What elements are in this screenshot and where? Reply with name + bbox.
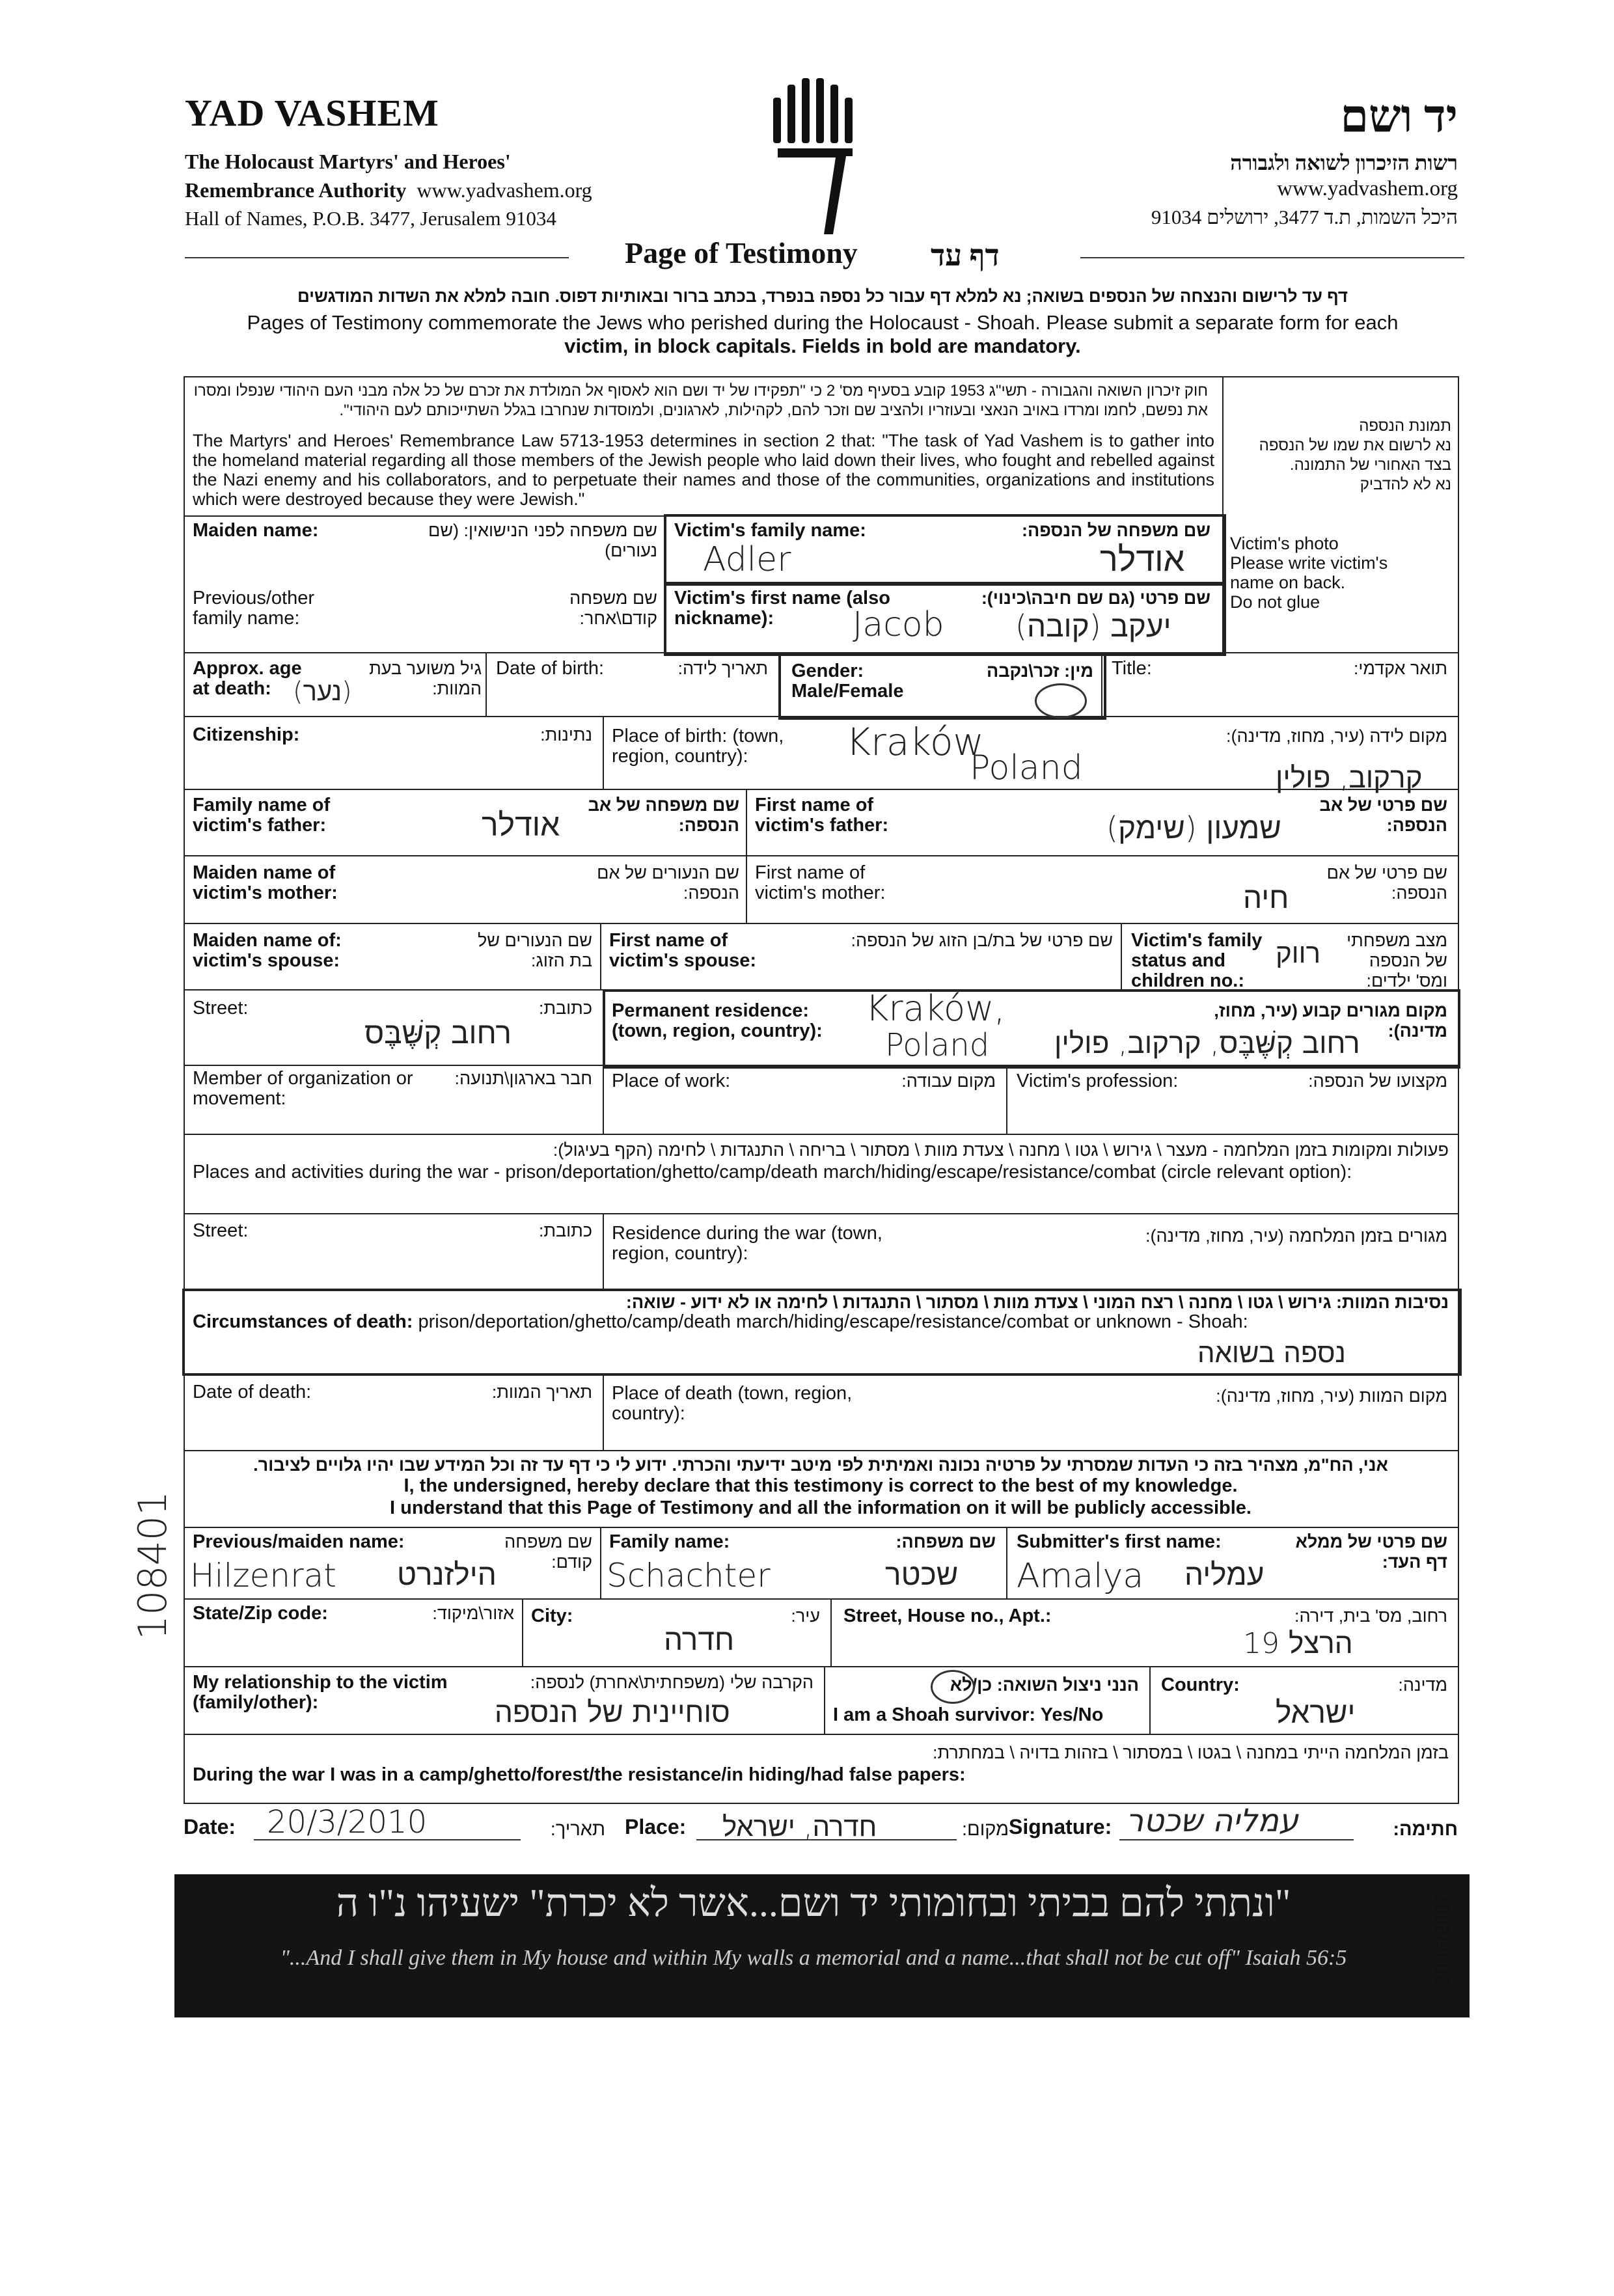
submitter-family-name-label-he: שם משפחה: <box>896 1532 996 1551</box>
declaration-he: אני, הח"מ, מצהיר בזה כי העדות שמסרתי על פרטיה נכונה ואמיתית לפי מיטב ידיעתי והכרתי. ידוע לי כי דף עד זה וכל המידע שבו יהיו גלויים לציבור. <box>253 1455 1388 1475</box>
col-line <box>1121 923 1122 989</box>
col-line <box>830 1598 832 1666</box>
city-label-he: עיר: <box>791 1606 820 1626</box>
family-name-value[interactable]: Adler <box>703 540 791 579</box>
city-label: City: <box>531 1606 573 1626</box>
permanent-residence-value[interactable]: Kraków, <box>866 988 1005 1029</box>
date-of-death-label-he: תאריך המוות: <box>491 1382 592 1402</box>
street-address-label: Street, House no., Apt.: <box>843 1606 1052 1626</box>
col-line <box>824 1666 825 1734</box>
previous-family-name-label: Previous/other family name: <box>193 588 314 629</box>
spouse-first-name-label-he: שם פרטי של בת/בן הזוג של הנספה: <box>851 931 1113 950</box>
signature-label-he: חתימה: <box>1393 1819 1458 1840</box>
row-line <box>184 1134 1458 1135</box>
street-label: Street: <box>193 998 249 1018</box>
war-status-label: During the war I was in a camp/ghetto/forest/the resistance/in hiding/had false papers: <box>193 1764 966 1785</box>
war-places-label: Places and activities during the war - prison/deportation/ghetto/camp/death march/hiding/escape/resistance/combat (circle relevant option): <box>193 1162 1352 1182</box>
row-line <box>184 1598 1458 1600</box>
war-street-label: Street: <box>193 1220 249 1241</box>
family-name-label-text: Victim's family name: <box>674 520 866 541</box>
row-line <box>184 923 1458 924</box>
org-name-en: YAD VASHEM <box>185 92 439 134</box>
place-of-work-label-he: מקום עבודה: <box>901 1071 996 1091</box>
father-family-name-label-he: שם משפחה של אב הנספה: <box>588 795 739 835</box>
title-rule-left <box>185 257 569 258</box>
survivor-no-circle[interactable] <box>931 1670 975 1704</box>
survivor-label: I am a Shoah survivor: Yes/No <box>833 1704 1104 1725</box>
citizenship-label-he: נתינות: <box>540 725 592 745</box>
permanent-residence-value-he[interactable]: רחוב קְשֶּׁבֶּס, קרקוב, פולין <box>1054 1027 1360 1060</box>
zip-label-he: אזור\מיקוד: <box>432 1604 514 1623</box>
father-first-name-value[interactable]: שמעון (שימק) <box>1106 810 1281 845</box>
row-line <box>184 1450 1458 1451</box>
row-line <box>184 789 1458 790</box>
maiden-name-label-he: שם משפחה לפני הנישואין: (שם נעורים) <box>428 521 657 560</box>
circumstances-label-bold: Circumstances of death: <box>193 1311 413 1332</box>
permanent-residence-country[interactable]: Poland <box>885 1027 990 1063</box>
family-status-label-he: מצב משפחתי של הנספה ומס' ילדים: <box>1347 931 1447 991</box>
first-name-value[interactable]: Jacob <box>853 605 944 644</box>
spouse-maiden-name-label: Maiden name of: victim's spouse: <box>193 930 342 971</box>
row-line <box>184 1666 1458 1667</box>
form-code: 2006/2007 <box>1432 1893 1453 1985</box>
spouse-first-name-label: First name of victim's spouse: <box>609 930 757 971</box>
date-label: Date: <box>184 1815 236 1838</box>
circumstances-value[interactable]: נספה בשואה <box>1197 1337 1346 1369</box>
declaration-en-2: I understand that this Page of Testimony and all the information on it will be publicly accessible. <box>389 1497 1252 1518</box>
place-of-birth-value[interactable]: Kraków <box>846 720 984 764</box>
previous-family-name-label-he: שם משפחה קודם\אחר: <box>569 588 657 628</box>
family-status-value[interactable]: רווק <box>1276 937 1321 969</box>
submitter-first-name-value-he[interactable]: עמליה <box>1184 1557 1265 1592</box>
war-street-label-he: כתובת: <box>538 1221 592 1240</box>
law-text-en: The Martyrs' and Heroes' Remembrance Law 5713-1953 determines in section 2 that: "The task of Yad Vashem is to gather into the homeland material regarding all those members of the Jewish people who laid down their lives, who fought and rebelled against the Nazi enemy and his collaborators, and to perpetuate their names and those of the communities, organizations and institutions which were destroyed because they were Jewish." <box>193 431 1214 509</box>
org-address-en: Hall of Names, P.O.B. 3477, Jerusalem 91034 <box>185 207 556 230</box>
permanent-residence-label-he: מקום מגורים קבוע (עיר, מחוז, מדינה): <box>1214 1001 1447 1041</box>
first-name-value-he[interactable]: יעקב (קובה) <box>1015 608 1171 644</box>
submitter-prev-name-value[interactable]: Hilzenrat <box>190 1557 336 1594</box>
signature-underline <box>1119 1839 1354 1840</box>
citizenship-label: Citizenship: <box>193 724 300 745</box>
mother-maiden-name-label: Maiden name of victim's mother: <box>193 862 338 903</box>
page-title-he: דף עד <box>931 239 1000 272</box>
age-label: Approx. age at death: <box>193 658 302 699</box>
spouse-maiden-name-label-he: שם הנעורים של בת הזוג: <box>477 931 592 970</box>
age-value[interactable]: (נער) <box>293 677 352 707</box>
col-line <box>1149 1666 1151 1734</box>
relationship-value[interactable]: סוחיינית של הנספה <box>495 1696 730 1729</box>
quote-text-en: "...And I shall give them in My house and within My walls a memorial and a name...that shall not be cut off" Isaiah 56:5 <box>280 1946 1347 1970</box>
profession-label-he: מקצועו של הנספה: <box>1308 1071 1447 1091</box>
country-label-he: מדינה: <box>1398 1675 1447 1695</box>
law-text-he: חוק זיכרון השואה והגבורה - תשי"ג 1953 קובע בסעיף מס' 2 כי "תפקידו של יד ושם הוא לאסוף אל המולדת את זכרם של כל אלה מבני העם היהודי שנפלו ומסרו את נפשם, לחמו ומרדו באויב הנאצי ובעוזריו ולהציב שם וזכר להם, לקהילות, לארגונים, ולמוסדות שנחרבו בגלל השתייכותם לעם היהודי". <box>193 382 1208 419</box>
col-line <box>603 1065 604 1134</box>
col-line <box>600 1527 601 1598</box>
row-line <box>184 1527 1458 1528</box>
father-family-name-label: Family name of victim's father: <box>193 795 331 836</box>
place-of-birth-value-he[interactable]: קרקוב, פולין <box>1276 761 1423 795</box>
survivor-label-he: הנני ניצול השואה: כן/לא <box>950 1675 1139 1695</box>
row-line <box>184 855 1458 856</box>
mother-first-name-label: First name of victim's mother: <box>755 862 886 903</box>
org-subtitle-he: רשות הזיכרון לשואה ולגבורה <box>1230 151 1458 174</box>
col-line <box>1006 1527 1007 1598</box>
submitter-family-name-label: Family name: <box>609 1531 730 1552</box>
org-url-en: www.yadvashem.org <box>417 178 592 202</box>
col-line <box>1006 1065 1007 1134</box>
place-of-birth-country[interactable]: Poland <box>970 748 1083 787</box>
place-of-birth-label-he: מקום לידה (עיר, מחוז, מדינה): <box>1226 726 1447 746</box>
country-label: Country: <box>1161 1674 1240 1695</box>
row-line <box>184 1734 1458 1735</box>
gender-label-he: מין: זכר\נקבה <box>987 661 1093 681</box>
org-subtitle-en: The Holocaust Martyrs' and Heroes' <box>185 150 511 173</box>
date-value[interactable]: 20/3/2010 <box>267 1804 428 1840</box>
mother-maiden-name-label-he: שם הנעורים של אם הנספה: <box>597 863 739 903</box>
place-of-death-label-he: מקום המוות (עיר, מחוז, מדינה): <box>1216 1386 1447 1406</box>
org-name-he: יד ושם <box>1340 92 1458 142</box>
father-family-name-value[interactable]: אודלר <box>482 807 560 843</box>
photo-note-en: Victim's photo Please write victim's name on back. Do not glue <box>1230 534 1388 612</box>
father-first-name-label-he: שם פרטי של אב הנספה: <box>1319 795 1447 835</box>
country-value[interactable]: ישראל <box>1276 1695 1356 1730</box>
dob-label: Date of birth: <box>496 658 605 679</box>
col-line <box>600 923 601 989</box>
zip-label: State/Zip code: <box>193 1603 328 1624</box>
intro-text-he: דף עד לרישום והנצחה של הנספים בשואה; נא למלא דף עבור כל נספה בנפרד, בכתב ברור ובאותיות דפוס. חובה למלא את השדות המודגשים <box>297 286 1348 306</box>
first-name-label: Victim's first name (also nickname): <box>674 588 890 629</box>
gender-label: Gender: Male/Female <box>791 661 904 702</box>
col-line <box>603 716 604 789</box>
mother-first-name-value[interactable]: חיה <box>1243 880 1289 915</box>
circumstances-label-he: נסיבות המוות: גירוש \ גטו \ מחנה \ רצח המוני \ צעדת מוות \ מסתור \ התנגדות \ לחימה או לא ידוע - שואה: <box>625 1292 1449 1312</box>
age-label-he: גיל משוער בעת המוות: <box>369 659 482 698</box>
place-of-birth-label: Place of birth: (town, region, country): <box>612 726 784 767</box>
col-line <box>522 1598 523 1666</box>
family-name-label-he: שם משפחה של הנספה: <box>1021 521 1210 540</box>
col-line <box>603 1213 604 1289</box>
org-url-he: www.yadvashem.org <box>1277 177 1458 200</box>
submitter-prev-name-label-he: שם משפחה קודם: <box>504 1532 592 1572</box>
street-label-he: כתובת: <box>538 998 592 1018</box>
submitter-family-name-value[interactable]: Schachter <box>607 1557 771 1594</box>
permanent-residence-label: Permanent residence: (town, region, country): <box>612 1000 823 1041</box>
submitter-first-name-value[interactable]: Amalya <box>1017 1557 1144 1596</box>
organization-label: Member of organization or movement: <box>193 1068 413 1109</box>
row-line <box>184 1213 1458 1214</box>
date-label-he: תאריך: <box>550 1819 605 1840</box>
col-line <box>603 1373 604 1450</box>
city-value[interactable]: חדרה <box>664 1622 735 1657</box>
place-value[interactable]: חדרה, ישראל <box>722 1811 877 1842</box>
place-label: Place: <box>625 1815 687 1838</box>
intro-text-en <box>185 311 1460 358</box>
organization-label-he: חבר בארגון\תנועה: <box>454 1069 592 1088</box>
dob-label-he: תאריך לידה: <box>677 659 768 678</box>
date-of-death-label: Date of death: <box>193 1382 312 1402</box>
page-title: Page of Testimony <box>625 236 858 269</box>
declaration-en-1: I, the undersigned, hereby declare that this testimony is correct to the best of my knowledge. <box>404 1475 1238 1496</box>
street-address-label-he: רחוב, מס' בית, דירה: <box>1294 1606 1447 1626</box>
family-name-label <box>674 521 866 541</box>
maiden-name-label-text: Maiden name: <box>193 520 319 541</box>
maiden-name-label <box>193 521 318 541</box>
place-of-death-label: Place of death (town, region, country): <box>612 1383 853 1424</box>
family-name-value-he[interactable]: אודלר <box>1100 540 1185 579</box>
war-status-label-he: בזמן המלחמה הייתי במחנה \ בגטו \ במסתור \ בזהות בדויה \ במחתרת: <box>932 1743 1449 1762</box>
circumstances-label-options: prison/deportation/ghetto/camp/death march/hiding/escape/resistance/combat or unknown - Shoah: <box>418 1311 1248 1332</box>
war-residence-label-he: מגורים בזמן המלחמה (עיר, מחוז, מדינה): <box>1145 1226 1447 1246</box>
yad-vashem-logo-icon <box>768 78 866 241</box>
place-of-work-label: Place of work: <box>612 1071 731 1091</box>
place-label-he: מקום: <box>961 1819 1009 1840</box>
relationship-label-he: הקרבה שלי (משפחתית\אחרת) לנספה: <box>530 1673 814 1692</box>
circumstances-label <box>193 1312 1449 1332</box>
org-authority-label: Remembrance Authority <box>185 178 407 202</box>
war-residence-label: Residence during the war (town, region, country): <box>612 1223 882 1264</box>
intro-line-2: victim, in block capitals. Fields in bold are mandatory. <box>564 335 1081 357</box>
handwritten-margin-number: 108401 <box>130 1490 176 1640</box>
submitter-family-name-value-he[interactable]: שכטר <box>885 1557 959 1592</box>
photo-note-he: תמונת הנספה נא לרשום את שמו של הנספה בצד האחורי של התמונה. נא לא להדביק <box>1259 417 1451 493</box>
title-label: Title: <box>1112 658 1152 679</box>
gender-male-circle[interactable] <box>1035 683 1087 718</box>
father-first-name-label: First name of victim's father: <box>755 795 889 836</box>
title-label-he: תואר אקדמי: <box>1353 659 1447 678</box>
mother-first-name-label-he: שם פרטי של אם הנספה: <box>1326 863 1447 903</box>
war-places-label-he: פעולות ומקומות בזמן המלחמה - מעצר \ גירוש \ גטו \ מחנה \ צעדת מוות \ מסתור \ בריחה \ התנגדות \ לחימה (הקף בעיגול): <box>553 1140 1449 1160</box>
signature-label: Signature: <box>1009 1815 1112 1838</box>
org-subtitle-en-2 <box>185 178 592 202</box>
relationship-label: My relationship to the victim (family/other): <box>193 1672 448 1713</box>
submitter-first-name-label: Submitter's first name: <box>1017 1531 1222 1552</box>
first-name-label-he: שם פרטי (גם שם חיבה\כינוי): <box>981 588 1210 608</box>
col-line <box>486 652 487 716</box>
street-address-value[interactable]: הרצל 19 <box>1243 1627 1353 1660</box>
org-address-he: היכל השמות, ת.ד 3477, ירושלים 91034 <box>1151 206 1458 228</box>
submitter-prev-name-value-he[interactable]: הילזנרט <box>397 1557 497 1592</box>
signature-value[interactable]: עמליה שכטר <box>1126 1803 1298 1839</box>
intro-line-1: Pages of Testimony commemorate the Jews who perished during the Holocaust - Shoah. Please submit a separate form for each <box>247 311 1399 334</box>
profession-label: Victim's profession: <box>1017 1071 1179 1091</box>
title-rule-right <box>1080 257 1464 258</box>
street-value[interactable]: רחוב קְשֶּׁבֶּס <box>364 1015 512 1050</box>
family-status-label: Victim's family status and children no.: <box>1131 930 1263 991</box>
submitter-prev-name-label: Previous/maiden name: <box>193 1531 405 1552</box>
submitter-first-name-label-he: שם פרטי של ממלא דף העד: <box>1295 1532 1447 1572</box>
col-line <box>746 789 747 923</box>
quote-text-he: "ונתתי להם בביתי ובחומותי יד ושם...אשר לא יכרת" ישעיהו נ"ו ה <box>336 1881 1291 1924</box>
